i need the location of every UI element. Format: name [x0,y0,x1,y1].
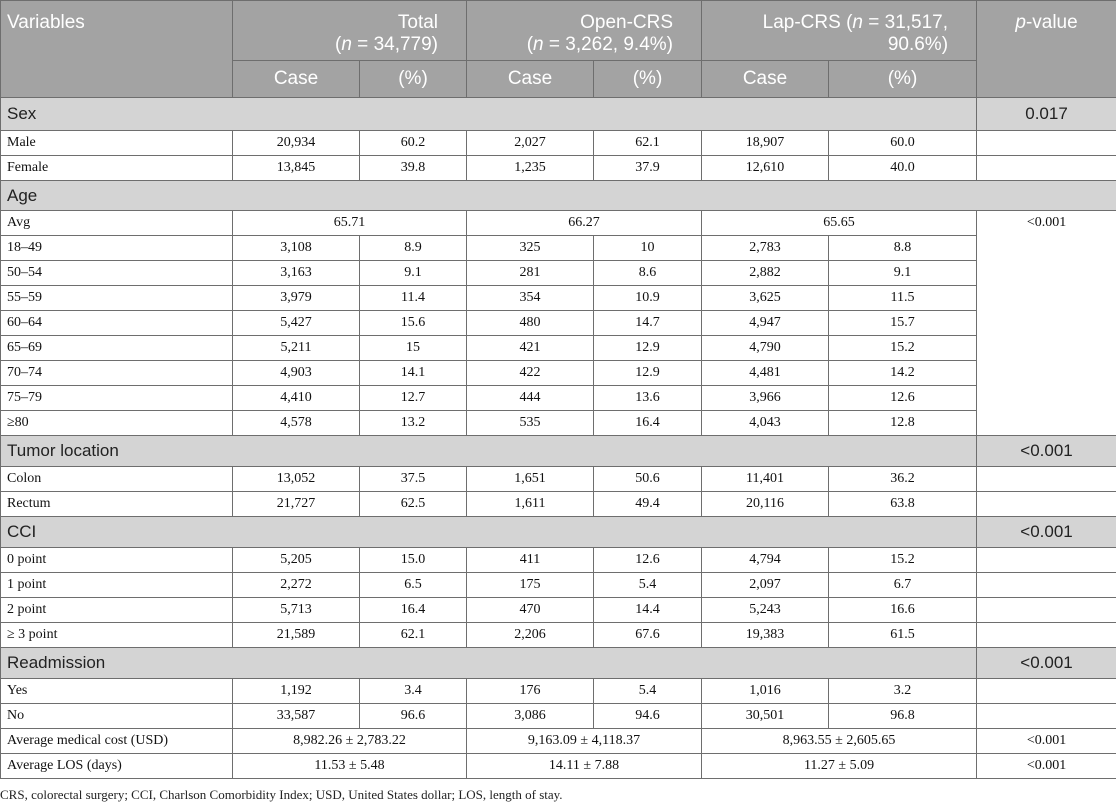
cell: 13.2 [360,411,467,436]
section-pvalue: 0.017 [977,98,1116,131]
open-case-header: Case [467,61,594,98]
total-group-header [233,1,467,61]
cell: 10.9 [594,286,702,311]
cell: 325 [467,236,594,261]
cell: 3,979 [233,286,360,311]
pvalue-header: p-value [977,1,1116,98]
cell: 5,243 [702,598,829,623]
cell: 12.6 [829,386,977,411]
cell: 3,086 [467,704,594,729]
section-row-tumor-location [1,436,1116,467]
cell: 14.4 [594,598,702,623]
row-label: Avg [1,211,233,236]
cell: 11.5 [829,286,977,311]
cell: 422 [467,361,594,386]
cell: 4,043 [702,411,829,436]
cell: 13,845 [233,156,360,181]
cell: 13.6 [594,386,702,411]
footnote: CRS, colorectal surgery; CCI, Charlson Comorbidity Index; USD, United States dollar; LOS, length of stay. [0,787,563,802]
cell: 1,192 [233,679,360,704]
cell: 11,401 [702,467,829,492]
cell: 3.2 [829,679,977,704]
cell: 11.4 [360,286,467,311]
pvalue-cell [977,598,1116,623]
cell: 2,882 [702,261,829,286]
cell: 66.27 [467,211,702,236]
cell: 61.5 [829,623,977,648]
table-row [1,598,1116,623]
cell: 37.5 [360,467,467,492]
cell: 96.6 [360,704,467,729]
cell: 4,903 [233,361,360,386]
pvalue-cell [977,679,1116,704]
cell: 13,052 [233,467,360,492]
section-title: Readmission [1,648,977,679]
cell: 14.2 [829,361,977,386]
cell: 5,205 [233,548,360,573]
total-title: Total [397,12,439,33]
cell: 2,783 [702,236,829,261]
cell: 21,727 [233,492,360,517]
cell: 5.4 [594,679,702,704]
cell: 480 [467,311,594,336]
table-row [1,704,1116,729]
table-row [1,286,1116,311]
cell: 67.6 [594,623,702,648]
row-label: Male [1,131,233,156]
cell: 11.27 ± 5.09 [702,754,977,779]
cell: 1,235 [467,156,594,181]
section-title: CCI [1,517,977,548]
cell: 4,481 [702,361,829,386]
cell: 5.4 [594,573,702,598]
cell: 62.1 [594,131,702,156]
table-row [1,573,1116,598]
cell: 3,108 [233,236,360,261]
table-row [1,211,1116,236]
cell: 4,578 [233,411,360,436]
cell: 12.9 [594,361,702,386]
row-label: ≥ 3 point [1,623,233,648]
cell: 3,163 [233,261,360,286]
lap-pct-header: (%) [829,61,977,98]
cell: 36.2 [829,467,977,492]
section-pvalue: <0.001 [977,517,1116,548]
cell: 50.6 [594,467,702,492]
cell: 19,383 [702,623,829,648]
lap-pct: 90.6%) [887,34,949,55]
cell: 1,651 [467,467,594,492]
cell: 60.2 [360,131,467,156]
variables-header: Variables [1,1,233,98]
cell: 62.5 [360,492,467,517]
row-label: 65–69 [1,336,233,361]
cell: 15.2 [829,548,977,573]
pvalue-cell [977,156,1116,181]
cell: 3,625 [702,286,829,311]
open-n: (n = 3,262, 9.4%) [526,34,674,55]
cell: 15.6 [360,311,467,336]
cell: 14.7 [594,311,702,336]
cell: 411 [467,548,594,573]
row-label: 70–74 [1,361,233,386]
cell: 30,501 [702,704,829,729]
section-row-age [1,181,1116,211]
cell: 16.4 [360,598,467,623]
row-label: 18–49 [1,236,233,261]
cell: 354 [467,286,594,311]
row-label: Rectum [1,492,233,517]
total-case-header: Case [233,61,360,98]
open-pct-header: (%) [594,61,702,98]
cell: 2,272 [233,573,360,598]
cell: 3,966 [702,386,829,411]
pvalue-cell [977,131,1116,156]
cell: 65.71 [233,211,467,236]
section-title: Age [1,181,1116,211]
cell: 175 [467,573,594,598]
open-group-header [467,1,702,61]
row-label: Average medical cost (USD) [1,729,233,754]
cell: 65.65 [702,211,977,236]
row-label: 60–64 [1,311,233,336]
section-title: Sex [1,98,977,131]
cell: 8.6 [594,261,702,286]
cell: 12.7 [360,386,467,411]
cell: 39.8 [360,156,467,181]
cell: 421 [467,336,594,361]
pvalue-cell [977,623,1116,648]
table-row-average-cost [1,729,1116,754]
cell: 12.8 [829,411,977,436]
cell: 9.1 [360,261,467,286]
row-label: Female [1,156,233,181]
section-pvalue: <0.001 [977,648,1116,679]
cell: 5,211 [233,336,360,361]
cell: 1,016 [702,679,829,704]
cell: 12.6 [594,548,702,573]
section-row-sex [1,98,1116,131]
cell: 2,206 [467,623,594,648]
cell: 14.11 ± 7.88 [467,754,702,779]
cell: 4,790 [702,336,829,361]
row-label: Colon [1,467,233,492]
lap-case-header: Case [702,61,829,98]
lap-title: Lap-CRS (n = 31,517, [762,12,949,33]
cell: 94.6 [594,704,702,729]
cell: 10 [594,236,702,261]
cell: 8,963.55 ± 2,605.65 [702,729,977,754]
cell: 15 [360,336,467,361]
pvalue-cell [977,573,1116,598]
cell: 14.1 [360,361,467,386]
table-row [1,336,1116,361]
cell: 15.7 [829,311,977,336]
cell: 2,097 [702,573,829,598]
cell: 9.1 [829,261,977,286]
table-row [1,411,1116,436]
cell: 6.5 [360,573,467,598]
pvalue-cell: <0.001 [977,729,1116,754]
lap-group-header [702,1,977,61]
cell: 4,410 [233,386,360,411]
table-row [1,548,1116,573]
row-label: 0 point [1,548,233,573]
section-pvalue: <0.001 [977,211,1116,436]
cell: 33,587 [233,704,360,729]
open-title: Open-CRS [580,12,674,33]
pvalue-cell [977,704,1116,729]
table-row [1,361,1116,386]
cell: 11.53 ± 5.48 [233,754,467,779]
cell: 49.4 [594,492,702,517]
row-label: Yes [1,679,233,704]
cell: 12,610 [702,156,829,181]
row-label: ≥80 [1,411,233,436]
cell: 20,934 [233,131,360,156]
pvalue-cell [977,467,1116,492]
table-row [1,156,1116,181]
pvalue-cell: <0.001 [977,754,1116,779]
pvalue-cell [977,492,1116,517]
row-label: 75–79 [1,386,233,411]
cell: 40.0 [829,156,977,181]
cell: 6.7 [829,573,977,598]
table-row-average-los [1,754,1116,779]
row-label: No [1,704,233,729]
row-label: Average LOS (days) [1,754,233,779]
cell: 4,947 [702,311,829,336]
cell: 63.8 [829,492,977,517]
row-label: 50–54 [1,261,233,286]
cell: 16.6 [829,598,977,623]
cell: 470 [467,598,594,623]
table-row [1,311,1116,336]
cell: 16.4 [594,411,702,436]
cell: 8.9 [360,236,467,261]
table-row [1,679,1116,704]
cell: 62.1 [360,623,467,648]
table-row [1,236,1116,261]
cell: 20,116 [702,492,829,517]
table-row [1,386,1116,411]
section-title: Tumor location [1,436,977,467]
cell: 37.9 [594,156,702,181]
table-row [1,623,1116,648]
cell: 3.4 [360,679,467,704]
cell: 18,907 [702,131,829,156]
cell: 535 [467,411,594,436]
cell: 12.9 [594,336,702,361]
section-row-readmission [1,648,1116,679]
table-row [1,261,1116,286]
table-row [1,492,1116,517]
cell: 96.8 [829,704,977,729]
cell: 15.0 [360,548,467,573]
section-row-cci [1,517,1116,548]
cell: 5,427 [233,311,360,336]
cell: 2,027 [467,131,594,156]
cell: 1,611 [467,492,594,517]
row-label: 2 point [1,598,233,623]
cell: 9,163.09 ± 4,118.37 [467,729,702,754]
cell: 444 [467,386,594,411]
section-pvalue: <0.001 [977,436,1116,467]
table-row [1,131,1116,156]
cell: 8,982.26 ± 2,783.22 [233,729,467,754]
pvalue-cell [977,548,1116,573]
total-n: (n = 34,779) [335,34,439,55]
cell: 176 [467,679,594,704]
row-label: 1 point [1,573,233,598]
cell: 4,794 [702,548,829,573]
cell: 281 [467,261,594,286]
row-label: 55–59 [1,286,233,311]
cell: 21,589 [233,623,360,648]
cell: 15.2 [829,336,977,361]
cell: 60.0 [829,131,977,156]
cell: 5,713 [233,598,360,623]
total-pct-header: (%) [360,61,467,98]
cell: 8.8 [829,236,977,261]
table-row [1,467,1116,492]
